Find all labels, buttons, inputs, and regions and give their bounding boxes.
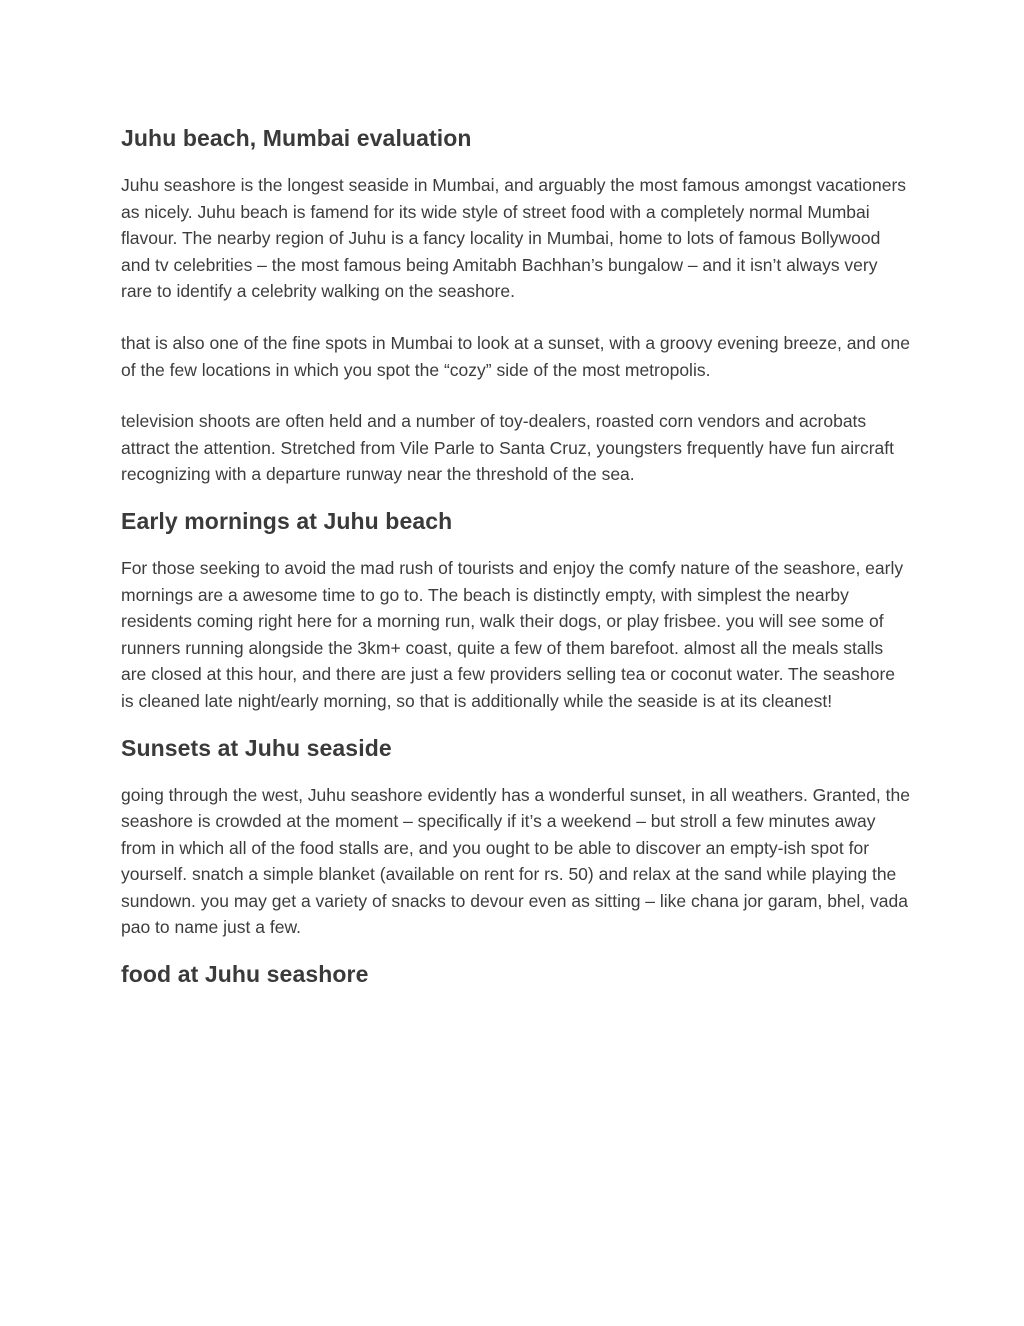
paragraph-juhu-sunset-spot: that is also one of the fine spots in Mumbai to look at a sunset, with a groovy evening breeze, and one of the few locations in which you spot the “cozy” side of the most metropolis.: [121, 332, 910, 380]
section-heading-food: food at Juhu seashore: [121, 961, 369, 988]
paragraph-early-mornings: For those seeking to avoid the mad rush of tourists and enjoy the comfy nature of the seashore, early mornings are a awesome time to go to. The beach is distinctly empty, with simplest the nearby residents coming right here for a morning run, walk their dogs, or play frisbee. you will see some of runners running alongside the 3km+ coast, quite a few of them barefoot. almost all the meals stalls are closed at this hour, and there are just a few providers selling tea or coconut water. The seashore is cleaned late night/early morning, so that is additionally while the seaside is at its cleanest!: [121, 557, 904, 711]
paragraph-juhu-television-shoots: television shoots are often held and a number of toy-dealers, roasted corn vendors and acrobats attract the attention. Stretched from Vile Parle to Santa Cruz, youngsters frequently have fun aircraft recognizing with a departure runway near the threshold of the sea.: [121, 411, 894, 485]
document-page: [121, 118, 911, 994]
paragraph-sunsets: going through the west, Juhu seashore evidently has a wonderful sunset, in all weathers. Granted, the seashore is crowded at the moment – specifically if it’s a weekend – but stroll a few minutes away from in which all of the food stalls are, and you ought to be able to discover an empty-ish spot for yourself. snatch a simple blanket (available on rent for rs. 50) and relax at the sand while playing the sundown. you may get a variety of snacks to devour even as sitting – like chana jor garam, bhel, vada pao to name just a few.: [121, 784, 910, 938]
section-heading-early-mornings: Early mornings at Juhu beach: [121, 507, 453, 534]
section-heading-juhu-evaluation: Juhu beach, Mumbai evaluation: [121, 125, 472, 151]
paragraph-juhu-intro: Juhu seashore is the longest seaside in Mumbai, and arguably the most famous amongst vacationers as nicely. Juhu beach is famend for its wide style of street food with a completely normal Mumbai flavour. The nearby region of Juhu is a fancy locality in Mumbai, home to lots of famous Bollywood and tv celebrities – the most famous being Amitabh Bachhan’s bungalow – and it isn’t always very rare to identify a celebrity walking on the seashore.: [121, 175, 907, 302]
section-heading-sunsets: Sunsets at Juhu seaside: [121, 734, 392, 761]
